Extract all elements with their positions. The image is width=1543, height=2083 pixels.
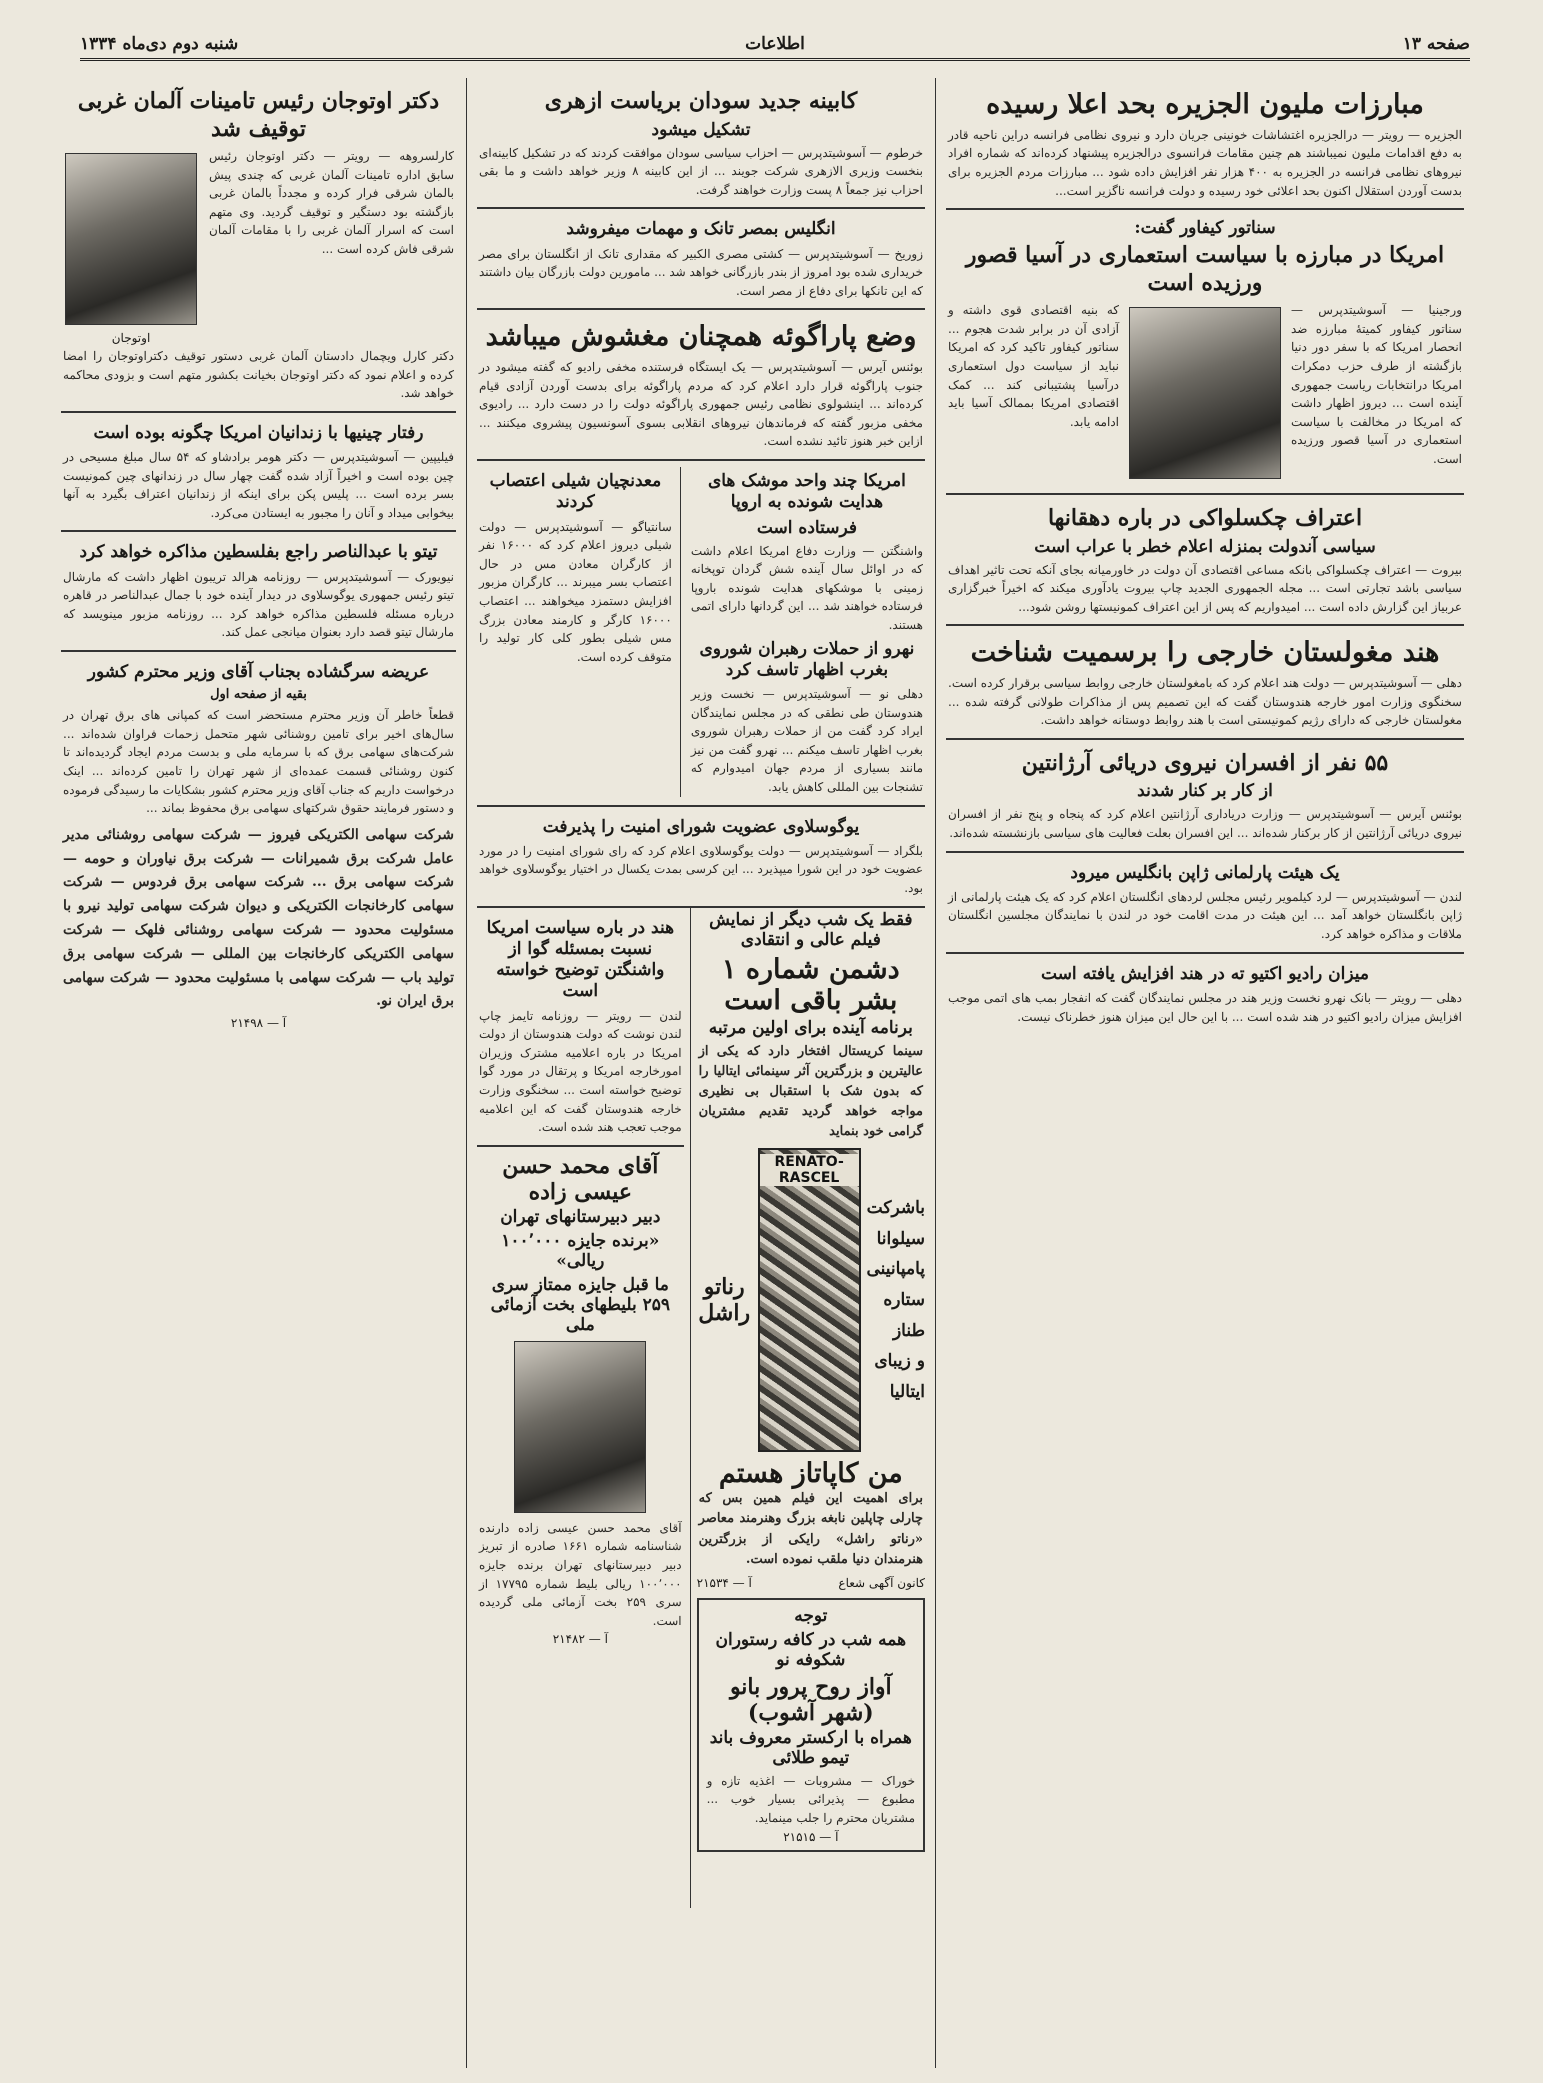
article-body: دهلی — رویتر — بانک نهرو نخست وزیر هند در مجلس نمایندگان گفت که انفجار بمب های اتمی موجب افزایش میزان رادیو اکتیو در هند شده است ... با این حال این میزان هنوز خطرناک نیست. [948,990,1462,1024]
article-body: زوریخ — آسوشیتدپرس — کشتی مصری الکبیر که مقداری تانک از انگلستان برای مصر خریداری شده بود امروز از بندر بازرگانی خواهد شد ... مامورین دولت بازرگان بیان داشتند که این تانکها برای دفاع از مصر است. [479,246,923,298]
article-czech [946,495,1464,626]
prize-line-2: ما قبل جایزه ممتاز سری ۲۵۹ بلیطهای بخت آزمائی ملی [490,1274,671,1335]
article-body: بوئنس آیرس — آسوشیتدپرس — یک ایستگاه فرستنده مخفی رادیو که گفته میشود در جنوب پاراگوئه قرار دارد اعلام کرد که مردم پاراگوئه برای بدست آوردن آزادی قیام کرده‌اند ... اینشولوی نظامی رئیس جمهوری پاراگوئه دولت را در دست دارد ... رادیوی مخفی مزبور گفته که فرماندهان نیروهای انقلابی بسوی آسونسیون پیشروی میکنند ... ازاین خبر هنوز تائید نشده است. [479,360,923,449]
ad-headline: همه شب در کافه رستوران شکوفه نو [715,1629,907,1670]
subheadline: تشکیل میشود [651,119,751,140]
article-india-us [477,908,684,1147]
article-nehru [689,639,925,797]
article-body: سانتیاگو — آسوشیتدپرس — دولت شیلی دیروز اعلام کرد که ۱۶۰۰۰ نفر از کارگران معادن مس در حال اعتصاب بسر میبرند ... کارگران مزبور افزایش دستمزد میخواهند ... اعتصاب ۱۶۰۰۰ کارگر و کارمند معادن بزرگ مس شیلی بطور کلی کار تولید را متوقف کرده است. [479,519,672,664]
headline: رفتار چینیها با زندانیان امریکا چگونه بوده است [93,422,424,443]
issue-date: شنبه دوم دی‌ماه ۱۳۳۴ [80,34,239,54]
column-left [55,78,462,2068]
headline: امریکا چند واحد موشک های هدایت شونده به اروپا [707,471,906,513]
headline: عریضه سرگشاده بجناب آقای وزیر محترم کشور [87,662,430,683]
masthead [80,30,1470,61]
cast-item: پامپانینی [866,1259,925,1280]
article-paraguay [477,310,925,461]
article-body: بیروت — اعتراف چکسلواکی بانکه مساعی اقتصادی آن دولت در خاورمیانه بجای آنکه تحت تاثیر اهداف سیاسی باشد تجارتی است ... مجله الجمهوری الجدید چاپ بیروت یادآوری میکند که اخیراً خبرگزاری عربیاز این گزارش داده است ... امیدواریم که پس از این اعتراف کمونیستها روشن شود... [948,562,1462,614]
headline: تیتو با عبدالناصر راجع بفلسطین مذاکره خواهد کرد [79,542,438,563]
column-rule [935,78,936,2068]
article-sudan [477,78,925,209]
article-body: الجزیره‌ — رویتر — درالجزیره اغتشاشات خونینی جریان دارد و نیروی نظامی فرانسه دراین ناحیه قادر به دفع اقدامات مليون نمیباشند هم چنین مقامات فرانسوی درالجزیره پیشنهاد کرده‌اند که شماره افراد نیروهای نظامی فرانسه در الجزیره به ۴۰۰ هزار نفر افزایش داده شود ... مبارزات مردم الجزیره برای بدست آوردن استقلال اکنون بحد اعلائی خود رسیده و دولت فرانسه ناگزیر است... [948,127,1462,198]
article-kefauver [946,210,1464,495]
article-radio [946,954,1464,1034]
article-body: لندن — رویتر — روزنامه تایمز چاپ لندن نوشت که دولت هندوستان از دولت امریکا در باره اعلامیه مشترک وزیران امورخارجه امریکا و پرتقال در مورد گوا توضیح خواسته است ... سخنگوی وزارت خارجه هندوستان گفت که این اعلامیه موجب تعجب هند شده است. [479,1008,682,1135]
article-body: نیویورک — آسوشیتدپرس — روزنامه هرالد تریبون اظهار داشت که مارشال تیتو رئیس جمهوری یوگوسلاوی در دیدار آینده خود با جمال عبدالناصر در قاهره درباره مسئله فلسطین مذاکره خواهد کرد ... روزنامه مزبور مینویسد که مارشال تیتو قصد دارد بعنوان میانجی عمل کند. [63,569,454,640]
article-tito-nasser [61,532,456,652]
article-body: خرطوم — آسوشیتدپرس — احزاب سیاسی سودان موافقت کردند که در تشکیل کابینه‌ای بنخست وزیری الازهری شرکت جویند ... از این کابینه ۸ وزیر خواهد داشت و ما بقی احزاب نیز جمعاً ۸ پست وزارت خواهند گرفت. [479,145,923,197]
headline: هند در باره سیاست امریکا نسبت بمسئله گوا از واشنگتن توضیح خواسته است [486,917,675,1002]
headline: اعتراف چکسلواکی در باره دهقانها [1047,505,1363,532]
ad-headline: آقای محمد حسن عیسی زاده [502,1152,659,1205]
headline: یوگوسلاوی عضویت شورای امنیت را پذیرفت [542,816,860,837]
prize-line: «برنده جایزه ۱۰۰٬۰۰۰ ریالی» [501,1230,660,1271]
headline: دکتر اوتوجان رئیس تامینات آلمان غربی توقیف شد [77,88,440,142]
headline: وضع پاراگوئه همچنان مغشوش میباشد [485,321,917,353]
lottery-ad [477,1147,684,1657]
article-algeria [946,78,1464,210]
article-body: لندن — آسوشیتدپرس — لرد کیلمویر رئیس مجلس لردهای انگلستان اعلام کرد که یک هیئت پارلمانی از ژاپن بانگلستان خواهد آمد ... این هیئت در مدت اقامت خود در لندن با نمایندگان مجلسین انگلستان ملاقات و مذاکره خواهد کرد. [948,889,1462,942]
headline: امریکا در مبارزه با سیاست استعماری در آسیا قصور ورزیده است [965,242,1445,296]
headline: مبارزات مليون الجزيره بحد اعلا رسيده [986,89,1424,120]
page-number: صفحه ۱۳ [1402,34,1470,54]
ad-body: خوراک — مشروبات — اغذیه تازه و مطبوع — پذیرائی بسیار خوب ... مشتریان محترم را جلب مینماید. [706,1773,915,1826]
film-title: دشمن شماره ۱ بشر باقی است [721,953,900,1016]
article-body: فیلیپین — آسوشیتدپرس — دکتر هومر برادشاو که ۵۴ سال مبلغ مسیحی در چین بوده است و اخیراً آزاد شده گفت چهار سال در زندانهای چین کمونیست بسر برده است ... پلیس پکن برای اینکه از زندانیان اعتراف بگیرد به آنها بیخوابی میداد و آنان را مجبور به ایستادن می‌کرد. [63,450,454,520]
article-body: واشنگتن — وزارت دفاع امریکا اعلام داشت که در اوائل سال آینده شش گردان توپخانه زمینی با موشکهای هدایت شونده باروپا فرستاده خواهند شد ... این گردانها دارای اتمی هستند. [690,543,923,632]
ad-label: توجه [794,1605,828,1626]
article-japan [946,853,1464,954]
subheadline: سیاسی آندولت بمنزله اعلام خطر با عراب است [1034,536,1376,557]
ad-code: آ — ۲۱۴۸۲ [552,1632,608,1647]
performer: آواز روح پرور بانو (شهر آشوب) [729,1673,892,1726]
ad-venue-text: سینما کریستال افتخار دارد که یکی از عالیترین و بزرگترین آثر سینمائی ایتالیا را که بدون شک با استقبال بی نظیری مواجه خواهد گردید تقدیم مشتریان گرامی خود بنماید [698,1043,923,1140]
headline: معدنچیان شیلی اعتصاب کردند [489,471,662,513]
article-prisoners [61,413,456,533]
headline: هند مغولستان خارجی را برسمیت شناخت [970,637,1440,669]
ad-blurb: برای اهمیت این فیلم همین بس که چارلی چاپلین نابغه بزرگ وهنرمند معاصر «رناتو راشل» رایکی از بزرگترین هنرمندان دنیا ملقب نموده است. [698,1491,923,1567]
portrait-photo [514,1341,646,1513]
middle-lower [477,908,925,1908]
ad-code: آ — ۲۱۵۱۵ [783,1829,839,1844]
subheadline: از کار بر کنار شدند [1137,781,1273,802]
ad-body: آقای محمد حسن عیسی زاده دارنده شناسنامه شماره ۱۶۶۱ صادره از تبریز دبیر دبیرستانهای تهران برنده جایزه ۱۰۰٬۰۰۰ ریالی بلیط شماره ۱۷۷۹۵ از سری ۲۵۹ بخت آزمائی ملی گردیده است. [479,1520,682,1628]
article-body: قطعاً خاطر آن وزیر محترم مستحضر است که کمپانی های برق تهران در سال‌های اخیر برای تامین روشنائی شهر متحمل زحمات فراوان شده‌اند ... شرکت‌های سهامی برق که با سرمایه ملی و بدست مردم ایجاد گردیده‌اند تا کنون روشنائی قسمت عمده‌ای از شهر تهران را تامین کرده‌اند ... اینک درخواست داریم که جناب آقای وزیر محترم کشور بشکایات ما رسیدگی فرموده و دستور فرمایند حقوق شرکتهای سهامی برق محفوظ بماند ... [63,708,454,816]
ad-subtitle: برنامه آینده برای اولین مرتبه [708,1017,913,1038]
film-poster [758,1148,861,1452]
article-missiles [689,471,925,634]
cinema-ad [690,908,925,1908]
paper-name: اطلاعات [745,34,805,54]
star-name: رناتو راشل [698,1274,751,1327]
headline: ۵۵ نفر از افسران نیروی دریائی آرژانتین [1021,749,1389,776]
article-electricity-petition [61,652,456,1040]
film-name: من کاپاتاز هستم [718,1458,903,1490]
poster-title: RENATO-RASCEL [760,1154,859,1186]
article-body: که بنیه اقتصادی قوی داشته و آزادی آن در برابر شدت هجوم ... سناتور کیفاور تاکید کرد که امریکا نباید از سیاست دول استعماری درآسیا پشتیبانی کند ... کمک اقتصادی امریکا بممالک آسیا باید ادامه یابد. [948,303,1119,429]
article-body: ورجینیا — آسوشیتدپرس — سناتور کیفاور کمیتهٔ مبارزه ضد انحصار امریکا که با سفر دور دنیا بازگشته از طرف حزب دمکرات امریکا درانتخابات ریاست جمهوری آینده است ... دیروز اظهار داشت که امریکا در مخالفت با سیاست استعماری در آسیا قصور ورزیده است. [1291,303,1462,466]
headline: نهرو از حملات رهبران شوروی بغرب اظهار تاسف کرد [699,638,915,680]
middle-right-sub [477,908,690,1908]
ad-code: آ — ۲۱۵۳۴ [696,1575,752,1590]
signatories: شرکت سهامی الکتریکی فیروز — شرکت سهامی روشنائی مدیر عامل شرکت برق شمیرانات — شرکت برق نیاوران و حومه — شرکت سهامی برق ... شرکت سهامی برق فردوس — شرکت سهامی کارخانجات الکتریکی و دیوان شرکت سهامی تولید نیرو با مسئولیت محدود — شرکت سهامی روشنائی فلهک — شرکت سهامی الکتریکی کارخانجات بین المللی — شرکت سهامی برق تولید باب — شرکت سهامی با مسئولیت محدود — شرکت سهامی برق ایران نو. [63,826,454,1010]
article-mongolia [946,626,1464,740]
articles-pair [477,461,925,807]
ad-tagline: فقط یک شب دیگر از نمایش فیلم عالی و انتقادی [709,909,913,950]
subheadline: فرستاده است [756,517,857,538]
article-copper [477,467,681,797]
article-argentina [946,740,1464,853]
cast-item: باشرکت [866,1198,925,1219]
ad-subtitle: دبیر دبیرستانهای تهران [500,1206,661,1227]
cast-item: ایتالیا [889,1381,925,1402]
article-body: بلگراد — آسوشیتدپرس — دولت یوگوسلاوی اعلام کرد که رای شورای امنیت را در مورد عضویت خود در این شورا میپذیرد ... این کرسی بمدت یکسال در اختیار یوگوسلاوی خواهد بود. [479,843,923,895]
article-otto-john [61,78,456,413]
article-body: دهلی — آسوشیتدپرس — دولت هند اعلام کرد که بامغولستان خارجی روابط سیاسی برقرار کرده است. سخنگوی وزارت امور خارجه هندوستان گفت که این تصمیم پس از مذاکرات طولانی گرفته شده ... مغولستان خارجی که دارای رژیم کمونیستی است با هند روابط دوستانه خواهد داشت. [948,676,1462,728]
column-middle [471,78,931,2068]
cast-item: ستاره طناز [883,1290,925,1341]
column-rule [466,78,467,2068]
kicker: سناتور کیفاور گفت: [1134,218,1276,239]
headline: یک هیئت پارلمانی ژاپن بانگلیس میرود [1070,862,1340,883]
ad-agency: کانون آگهی شعاع [838,1575,925,1590]
headline: میزان رادیو اکتیو ته در هند افزایش یافته است [1041,963,1369,984]
orchestra: همراه با ارکستر معروف باند تیمو طلائی [709,1727,912,1768]
portrait-photo [65,153,197,325]
article-body: دهلی نو — آسوشیتدپرس — نخست وزیر هندوستان طی نطقی که در مجلس نمایندگان ایراد کرد گفت من از حملات رهبران شوروی بغرب اظهار تاسف میکنم ... نهرو گفت من نیز مانند بسیاری از مردم جهان امیدوارم که تشنجات بین المللی کاهش یابد. [690,687,923,794]
cast-item: سیلوانا [876,1228,925,1249]
headline: کابینه جدید سودان بریاست ازهری [544,88,858,114]
portrait-photo [1129,307,1281,479]
article-yugoslavia [477,807,925,908]
article-tanks [477,209,925,310]
article-body: کارلسروهه — رویتر — دکتر اوتوجان رئیس سابق اداره تامینات آلمان غربی که چندی پیش بالمان شرقی فرار کرده و مجدداً بالمان غربی بازگشته بود دستگیر و توقیف گردید. وی متهم است که اسرار آلمان غربی را با مقامات آلمان شرقی فاش کرده است ... [209,149,454,256]
cast-list [867,1193,926,1407]
kicker: بقیه از صفحه اول [210,687,307,703]
photo-caption: اوتوجان [111,331,151,345]
cast-item: و زیبای [874,1351,925,1372]
article-body: بوئنس آیرس — آسوشیتدپرس — وزارت دریاداری آرژانتین اعلام کرد که پنجاه و پنج نفر از افسران نیروی دریائی آرژانتین از کار برکنار شده‌اند ... این افسران بعلت فعالیت های سیاسی بازنشسته شده‌اند. [948,807,1462,841]
ad-code: آ — ۲۱۴۹۸ [230,1016,287,1031]
column-right [940,78,1470,2068]
article-body: دکتر کارل ویچمال دادستان آلمان غربی دستور توقیف دکتراوتوجان را امضا کرده و اعلام نمود که دکتر اوتوجان بخیانت بکشور متهم است و بزودی محاکمه خواهد شد. [63,349,454,401]
restaurant-ad [697,1598,925,1852]
headline: انگلیس بمصر تانک و مهمات میفروشد [566,219,836,240]
